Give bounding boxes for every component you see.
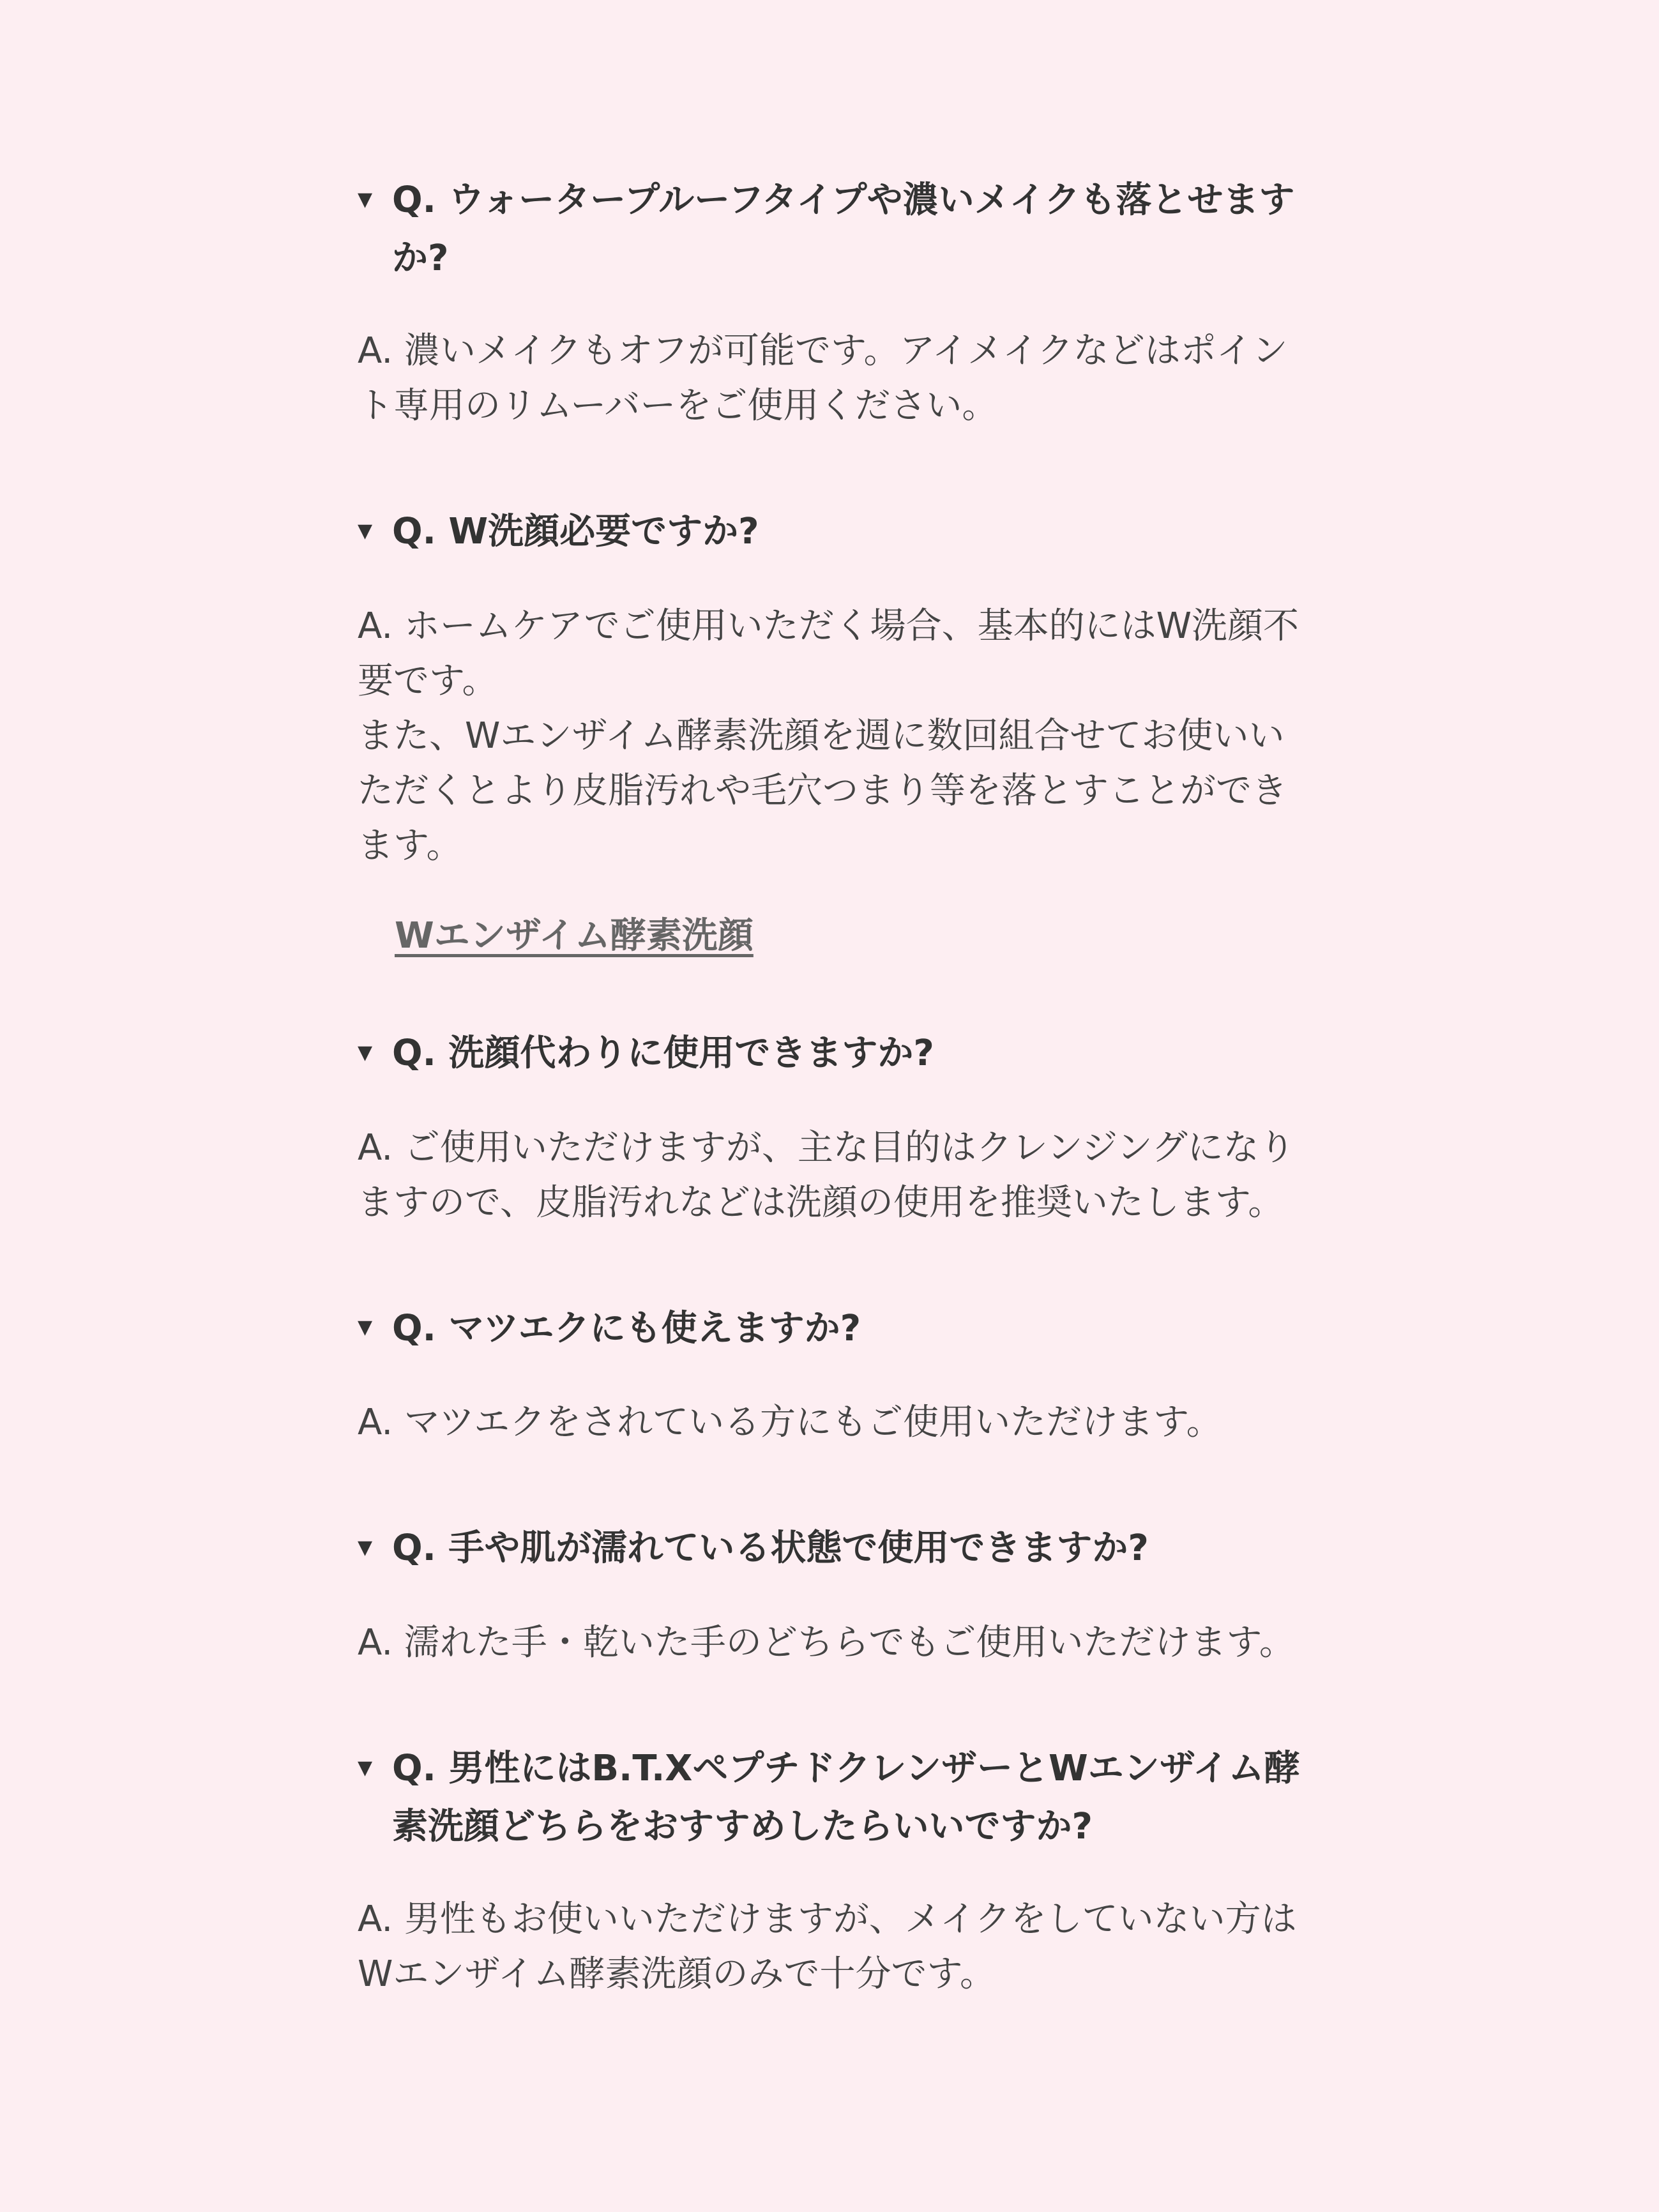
faq-item bbox=[358, 172, 1303, 434]
faq-item bbox=[358, 1301, 1303, 1451]
faq-question-text: Q. 男性にはB.T.XペプチドクレンザーとWエンザイム酵素洗顔どちらをおすすめしたらいいですか? bbox=[392, 1748, 1300, 1848]
faq-answer bbox=[358, 599, 1303, 874]
faq-answer-text: A. マツエクをされている方にもご使用いただけます。 bbox=[358, 1402, 1222, 1444]
faq-question-text: Q. ウォータープルーフタイプや濃いメイクも落とせますか? bbox=[392, 179, 1295, 279]
faq-question[interactable] bbox=[358, 172, 1303, 287]
faq-item bbox=[358, 1741, 1303, 2002]
faq-answer bbox=[358, 1395, 1303, 1450]
spacer bbox=[358, 434, 1303, 504]
faq-item bbox=[358, 1026, 1303, 1231]
product-link-w-enzyme-wash[interactable]: Wエンザイム酵素洗顔 bbox=[395, 914, 754, 957]
faq-question[interactable] bbox=[358, 504, 1303, 562]
faq-item bbox=[358, 504, 1303, 962]
faq-answer bbox=[358, 1616, 1303, 1670]
faq-answer-text: A. ホームケアでご使用いただく場合、基本的にはW洗顔不要です。 bbox=[358, 605, 1299, 702]
faq-item bbox=[358, 1520, 1303, 1670]
faq-question[interactable] bbox=[358, 1301, 1303, 1359]
caret-down-icon: ▼ bbox=[358, 1536, 373, 1559]
faq-question[interactable] bbox=[358, 1741, 1303, 1855]
faq-answer-text: A. 濃いメイクもオフが可能です。アイメイクなどはポイント専用のリムーバーをご使用ください。 bbox=[358, 330, 1288, 427]
faq-answer bbox=[358, 1892, 1303, 2002]
caret-down-icon: ▼ bbox=[358, 1757, 373, 1780]
faq-answer bbox=[358, 324, 1303, 434]
spacer bbox=[358, 1231, 1303, 1301]
caret-down-icon: ▼ bbox=[358, 188, 373, 211]
caret-down-icon: ▼ bbox=[358, 519, 373, 542]
faq-question-text: Q. マツエクにも使えますか? bbox=[392, 1307, 861, 1349]
faq-answer bbox=[358, 1121, 1303, 1231]
faq-answer-text: また、Wエンザイム酵素洗顔を週に数回組合せてお使いいただくとより皮脂汚れや毛穴つまり等を落とすことができます。 bbox=[358, 715, 1287, 867]
faq-answer-text: A. 濡れた手・乾いた手のどちらでもご使用いただけます。 bbox=[358, 1622, 1295, 1664]
faq-question-text: Q. 手や肌が濡れている状態で使用できますか? bbox=[392, 1527, 1149, 1570]
faq-question[interactable] bbox=[358, 1026, 1303, 1084]
faq-question-text: Q. W洗顔必要ですか? bbox=[392, 510, 759, 552]
faq-answer-text: A. 男性もお使いいただけますが、メイクをしていない方はWエンザイム酵素洗顔のみで十分です。 bbox=[358, 1898, 1297, 1996]
spacer bbox=[358, 962, 1303, 1026]
faq-list bbox=[358, 172, 1303, 2002]
caret-down-icon: ▼ bbox=[358, 1041, 373, 1064]
caret-down-icon: ▼ bbox=[358, 1316, 373, 1339]
spacer bbox=[358, 1450, 1303, 1520]
faq-question-text: Q. 洗顔代わりに使用できますか? bbox=[392, 1032, 934, 1074]
faq-answer-text: A. ご使用いただけますが、主な目的はクレンジングになりますので、皮脂汚れなどは洗顔の使用を推奨いたします。 bbox=[358, 1126, 1295, 1223]
faq-question[interactable] bbox=[358, 1520, 1303, 1579]
spacer bbox=[358, 1670, 1303, 1741]
